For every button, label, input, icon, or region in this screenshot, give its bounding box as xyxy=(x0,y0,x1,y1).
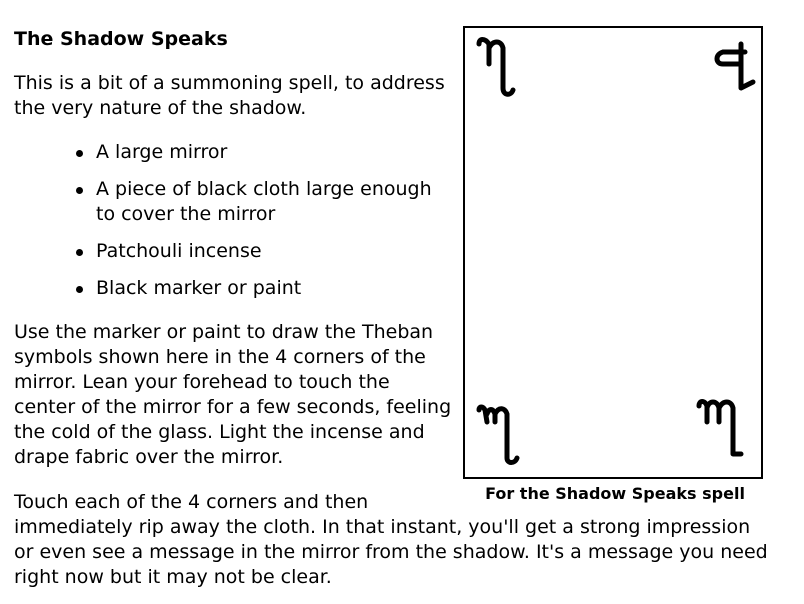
closing-paragraph xyxy=(14,490,774,590)
supply-item: A piece of black cloth large enough to cover the mirror xyxy=(60,177,450,227)
caption-spacer xyxy=(374,490,774,510)
theban-bottom-right-icon xyxy=(691,388,751,468)
figure-caption: For the Shadow Speaks spell xyxy=(485,484,745,503)
theban-bottom-left-icon xyxy=(473,396,533,476)
supply-item: A large mirror xyxy=(60,140,450,165)
article-title: The Shadow Speaks xyxy=(14,28,228,50)
theban-top-right-icon xyxy=(701,30,761,110)
theban-symbols-figure xyxy=(463,26,763,479)
supply-item: Patchouli incense xyxy=(60,239,450,264)
intro-paragraph: This is a bit of a summoning spell, to address the very nature of the shadow. xyxy=(14,72,445,119)
supply-item: Black marker or paint xyxy=(60,276,450,301)
theban-top-left-icon xyxy=(471,30,531,110)
supplies-list xyxy=(60,140,450,313)
instructions-paragraph: Use the marker or paint to draw the Theban symbols shown here in the 4 corners of the mirror. Lean your forehead to touch the center of the mirror for a few seconds, feeling the cold of the glass. Light the incense and drape fabric over the mirror. xyxy=(14,321,452,468)
closing-text: Touch each of the 4 corners and then immediately rip away the cloth. In that instant, you'll get a strong impression or even see a message in the mirror from the shadow. It's a message you need right now but it may not be clear. xyxy=(14,491,768,588)
